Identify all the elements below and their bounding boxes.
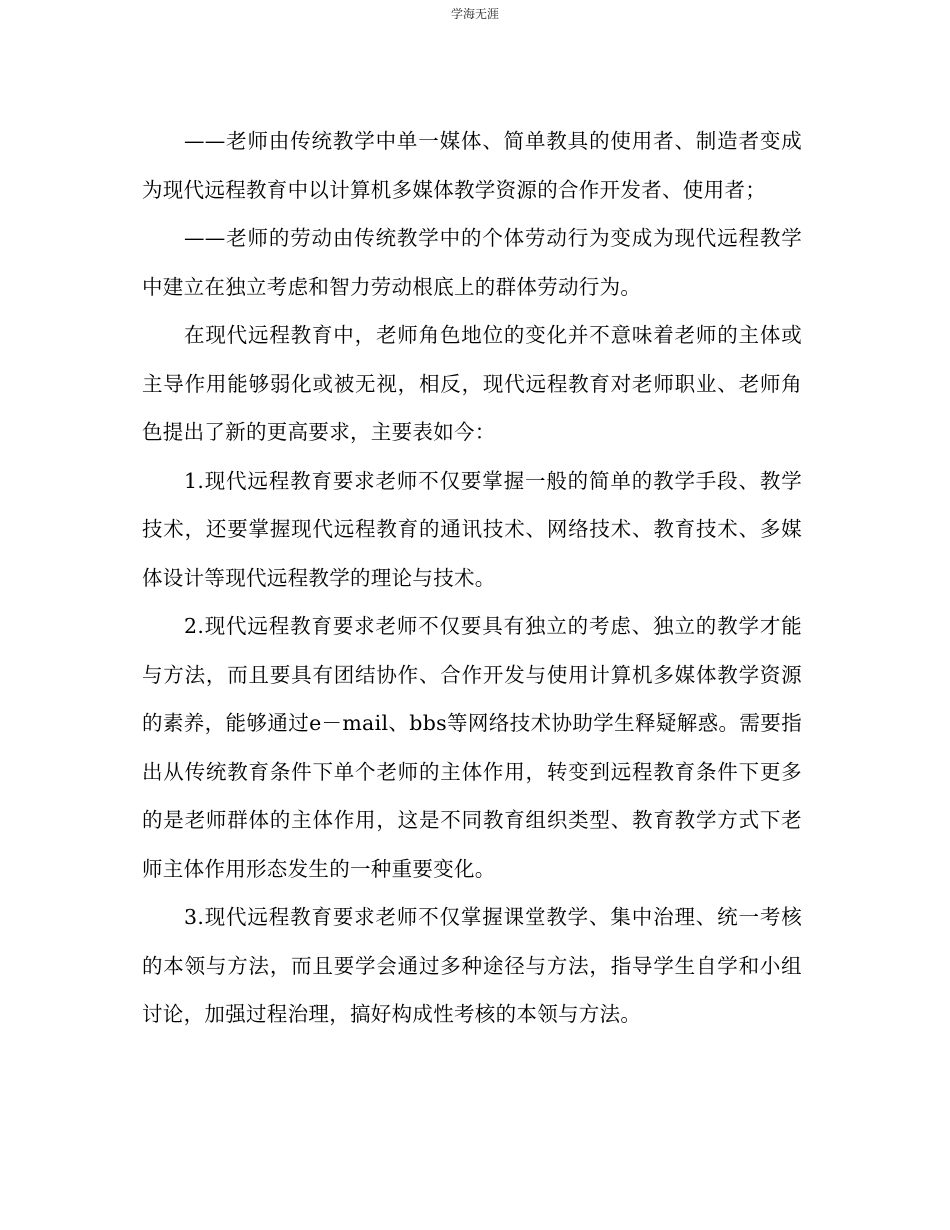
paragraph-3: 在现代远程教育中，老师角色地位的变化并不意味着老师的主体或主导作用能够弱化或被无视，相反，现代远程教育对老师职业、老师角色提出了新的更高要求，主要表如今：	[142, 323, 802, 444]
paragraph-6: 3.现代远程教育要求老师不仅掌握课堂教学、集中治理、统一考核的本领与方法，而且要学会通过多种途径与方法，指导学生自学和小组讨论，加强过程治理，搞好构成性考核的本领与方法。	[142, 905, 802, 1026]
paragraph-2: ——老师的劳动由传统教学中的个体劳动行为变成为现代远程教学中建立在独立考虑和智力劳动根底上的群体劳动行为。	[142, 226, 802, 299]
paragraph-5: 2.现代远程教育要求老师不仅要具有独立的考虑、独立的教学才能与方法，而且要具有团结协作、合作开发与使用计算机多媒体教学资源的素养，能够通过e－mail、bbs等网络技术协助学生释疑解惑。需要指出从传统教育条件下单个老师的主体作用，转变到远程教育条件下更多的是老师群体的主体作用，这是不同教育组织类型、教育教学方式下老师主体作用形态发生的一种重要变化。	[142, 614, 802, 881]
document-body	[142, 117, 802, 1039]
page-header: 学海无涯	[450, 7, 499, 21]
paragraph-1: ——老师由传统教学中单一媒体、简单教具的使用者、制造者变成为现代远程教育中以计算机多媒体教学资源的合作开发者、使用者；	[142, 129, 802, 202]
paragraph-4: 1.现代远程教育要求老师不仅要掌握一般的简单的教学手段、教学技术，还要掌握现代远程教育的通讯技术、网络技术、教育技术、多媒体设计等现代远程教学的理论与技术。	[142, 468, 802, 590]
